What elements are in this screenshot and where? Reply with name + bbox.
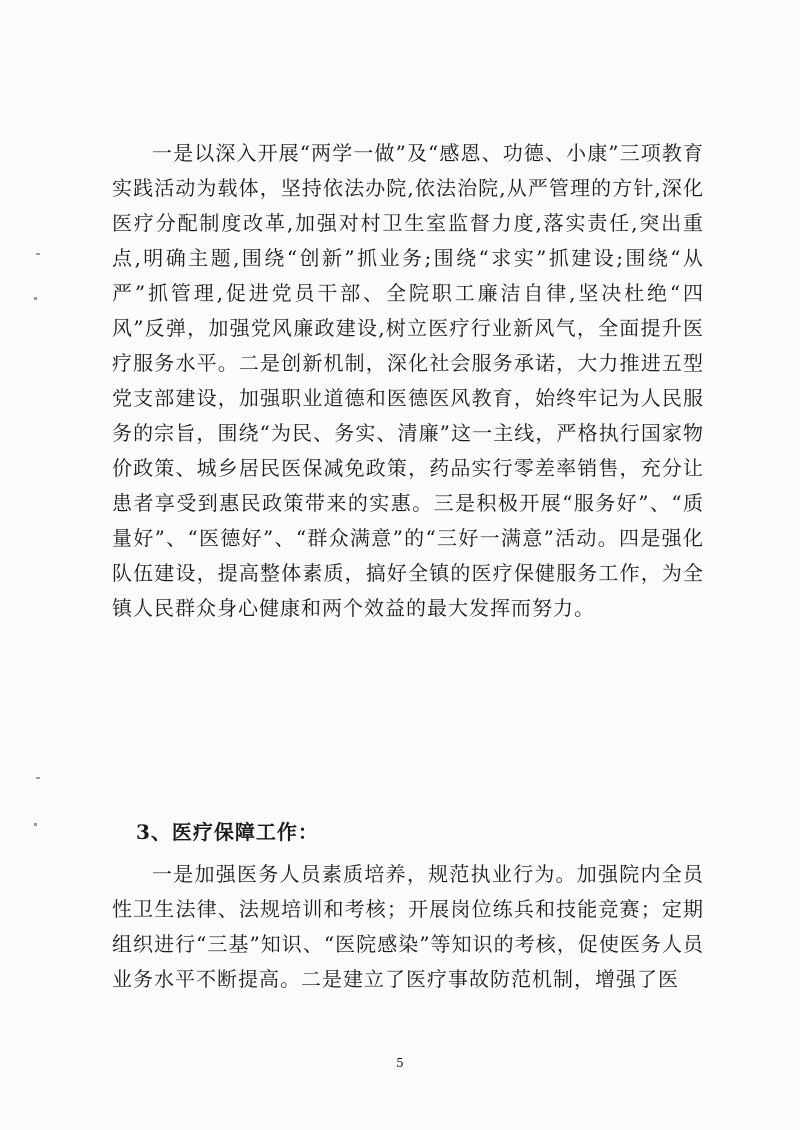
section-heading: 3、医疗保障工作： xyxy=(136,820,319,844)
scan-mark xyxy=(36,253,40,255)
scan-mark xyxy=(36,777,40,779)
scan-mark xyxy=(34,297,37,300)
page-number: 5 xyxy=(396,1056,404,1070)
paragraph-2: 一是加强医务人员素质培养，规范执业行为。加强院内全员性卫生法律、法规培训和考核；开展岗位练兵和技能竞赛；定期组织进行“三基”知识、“医院感染”等知识的考核，促使医务人员业务水平不断提高。二是建立了医疗事故防范机制，增强了医 xyxy=(112,862,704,991)
body-section-1 xyxy=(112,136,704,626)
body-section-2 xyxy=(112,857,704,997)
scan-mark xyxy=(34,823,37,826)
paragraph-1: 一是以深入开展“两学一做”及“感恩、功德、小康”三项教育实践活动为载体，坚持依法办院,依法治院,从严管理的方针,深化医疗分配制度改革,加强对村卫生室监督力度,落实责任,突出重点,明确主题,围绕“创新”抓业务;围绕“求实”抓建设;围绕“从严”抓管理,促进党员干部、全院职工廉洁自律,坚决杜绝“四风”反弹，加强党风廉政建设,树立医疗行业新风气，全面提升医疗服务水平。二是创新机制，深化社会服务承诺，大力推进五型党支部建设，加强职业道德和医德医风教育，始终牢记为人民服务的宗旨，围绕“为民、务实、清廉”这一主线，严格执行国家物价政策、城乡居民医保减免政策，药品实行零差率销售，充分让患者享受到惠民政策带来的实惠。三是积极开展“服务好”、“质量好”、“医德好”、“群众满意”的“三好一满意”活动。四是强化队伍建设，提高整体素质，搞好全镇的医疗保健服务工作，为全镇人民群众身心健康和两个效益的最大发挥而努力。 xyxy=(112,141,704,620)
